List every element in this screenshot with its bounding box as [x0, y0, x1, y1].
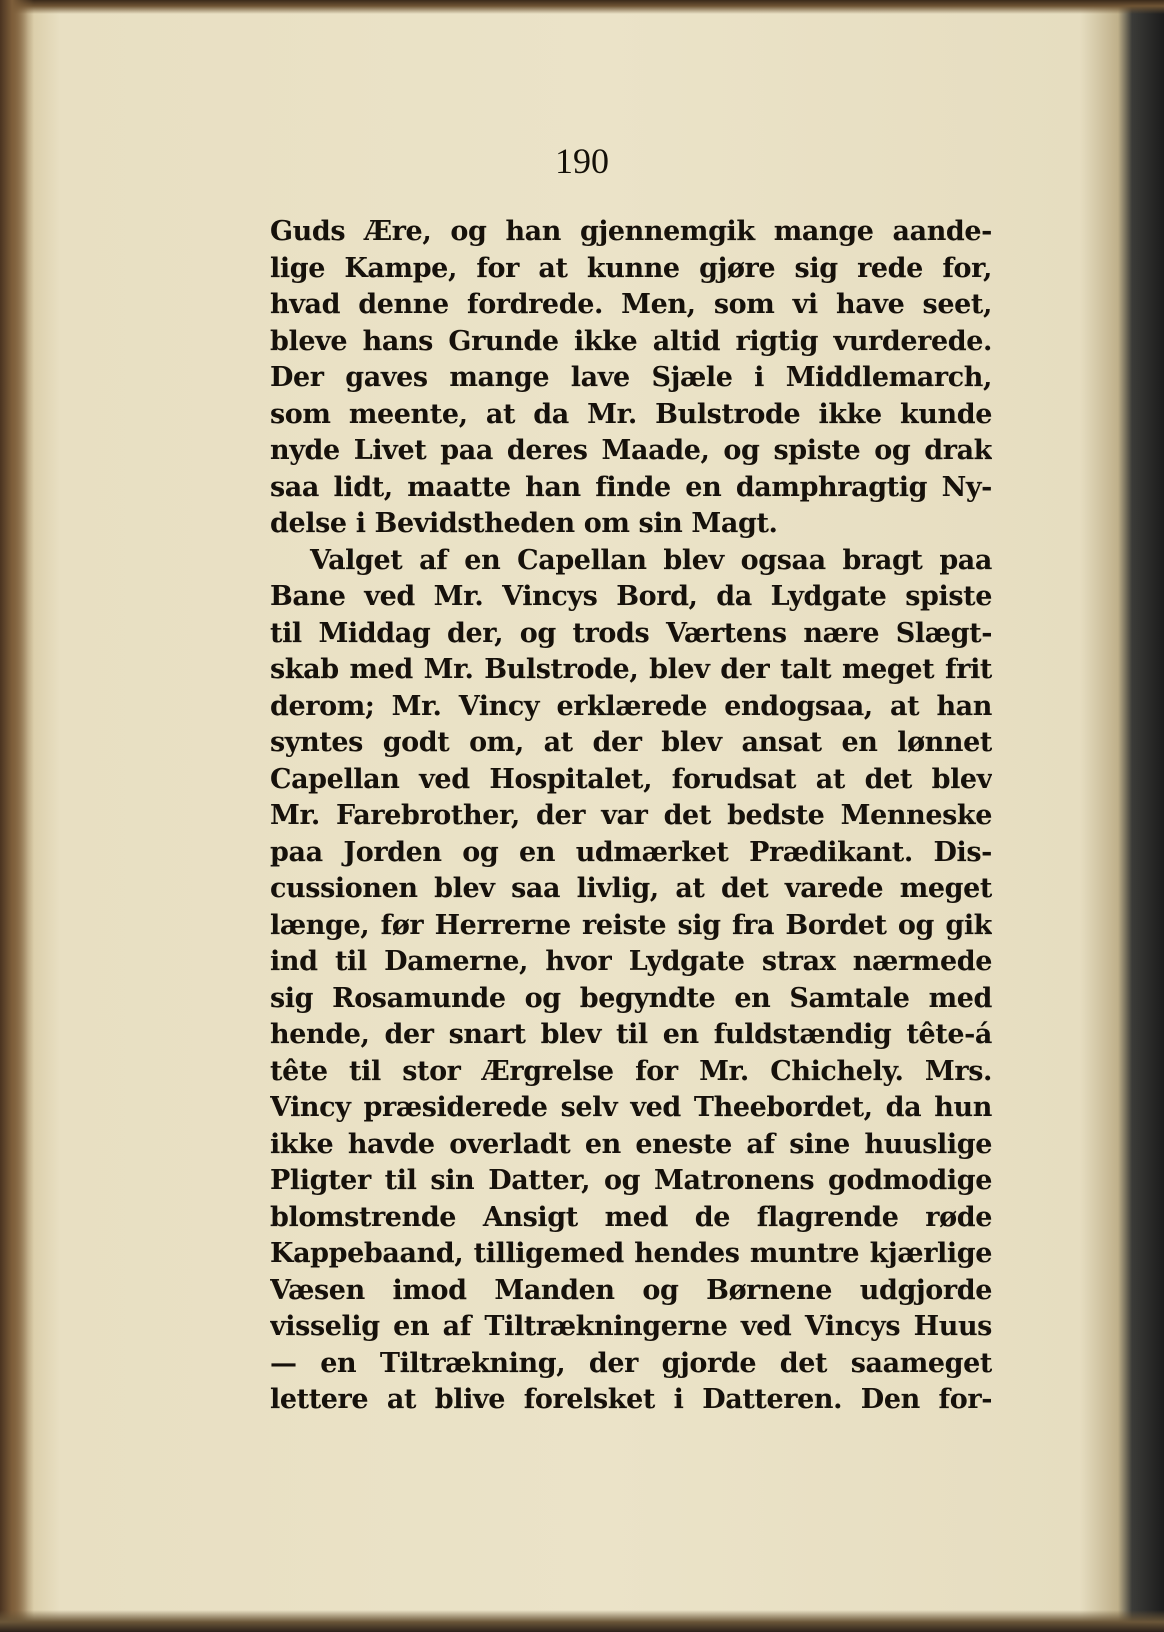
text-line: længe, før Herrerne reiste sig fra Bordet og gik — [270, 909, 992, 941]
text-line: visselig en af Tiltrækningerne ved Vincys Huus — [270, 1311, 992, 1342]
page-text — [270, 214, 992, 1419]
text-line: Pligter til sin Datter, og Matronens godmodige — [270, 1165, 992, 1196]
page-number: 190 — [555, 141, 609, 181]
text-line: Der gaves mange lave Sjæle i Middlemarch, — [270, 362, 992, 393]
text-line: lettere at blive forelsket i Datteren. Den for- — [270, 1384, 992, 1415]
page-bottom-edge — [0, 1610, 1164, 1632]
text-line: til Middag der, og trods Værtens nære Slægt- — [270, 617, 992, 649]
text-line: hvad denne fordrede. Men, som vi have seet, — [270, 289, 992, 320]
text-line: Bane ved Mr. Vincys Bord, da Lydgate spiste — [270, 581, 992, 612]
text-line: hende, der snart blev til en fuldstændig tête-á — [270, 1019, 992, 1050]
text-line: som meente, at da Mr. Bulstrode ikke kunde — [270, 398, 992, 430]
page-binding-edge — [0, 0, 34, 1632]
text-line: ikke havde overladt en eneste af sine huuslige — [270, 1128, 992, 1160]
text-line: saa lidt, maatte han finde en damphragtig Ny- — [270, 471, 992, 503]
text-line: nyde Livet paa deres Maade, og spiste og drak — [270, 435, 992, 466]
text-line: — en Tiltrækning, der gjorde det saameget — [270, 1347, 992, 1379]
text-line: ind til Damerne, hvor Lydgate strax nærmede — [270, 946, 992, 977]
text-line: Vincy præsiderede selv ved Theebordet, da hun — [270, 1092, 992, 1123]
text-line: Mr. Farebrother, der var det bedste Menneske — [270, 800, 992, 831]
text-line: sig Rosamunde og begyndte en Samtale med — [270, 982, 992, 1014]
text-line: syntes godt om, at der blev ansat en lønnet — [270, 727, 992, 758]
text-line: Guds Ære, og han gjennemgik mange aande- — [270, 216, 992, 247]
text-line: Kappebaand, tilligemed hendes muntre kjærlige — [270, 1238, 992, 1269]
page-top-edge — [0, 0, 1164, 14]
text-line: Capellan ved Hospitalet, forudsat at det blev — [270, 763, 992, 795]
text-line: derom; Mr. Vincy erklærede endogsaa, at han — [270, 690, 992, 722]
text-line: skab med Mr. Bulstrode, blev der talt meget frit — [270, 654, 992, 685]
text-line: paa Jorden og en udmærket Prædikant. Dis- — [270, 836, 992, 868]
text-line: cussionen blev saa livlig, at det varede meget — [270, 873, 992, 904]
text-line: tête til stor Ærgrelse for Mr. Chichely. Mrs. — [270, 1055, 992, 1087]
text-line: blomstrende Ansigt med de flagrende røde — [270, 1201, 992, 1233]
text-line: lige Kampe, for at kunne gjøre sig rede for, — [270, 252, 992, 284]
text-line: bleve hans Grunde ikke altid rigtig vurderede. — [270, 325, 992, 357]
text-line: Væsen imod Manden og Børnene udgjorde — [270, 1274, 992, 1306]
text-line: Valget af en Capellan blev ogsaa bragt paa — [310, 544, 992, 576]
text-line: delse i Bevidstheden om sin Magt. — [270, 508, 778, 539]
